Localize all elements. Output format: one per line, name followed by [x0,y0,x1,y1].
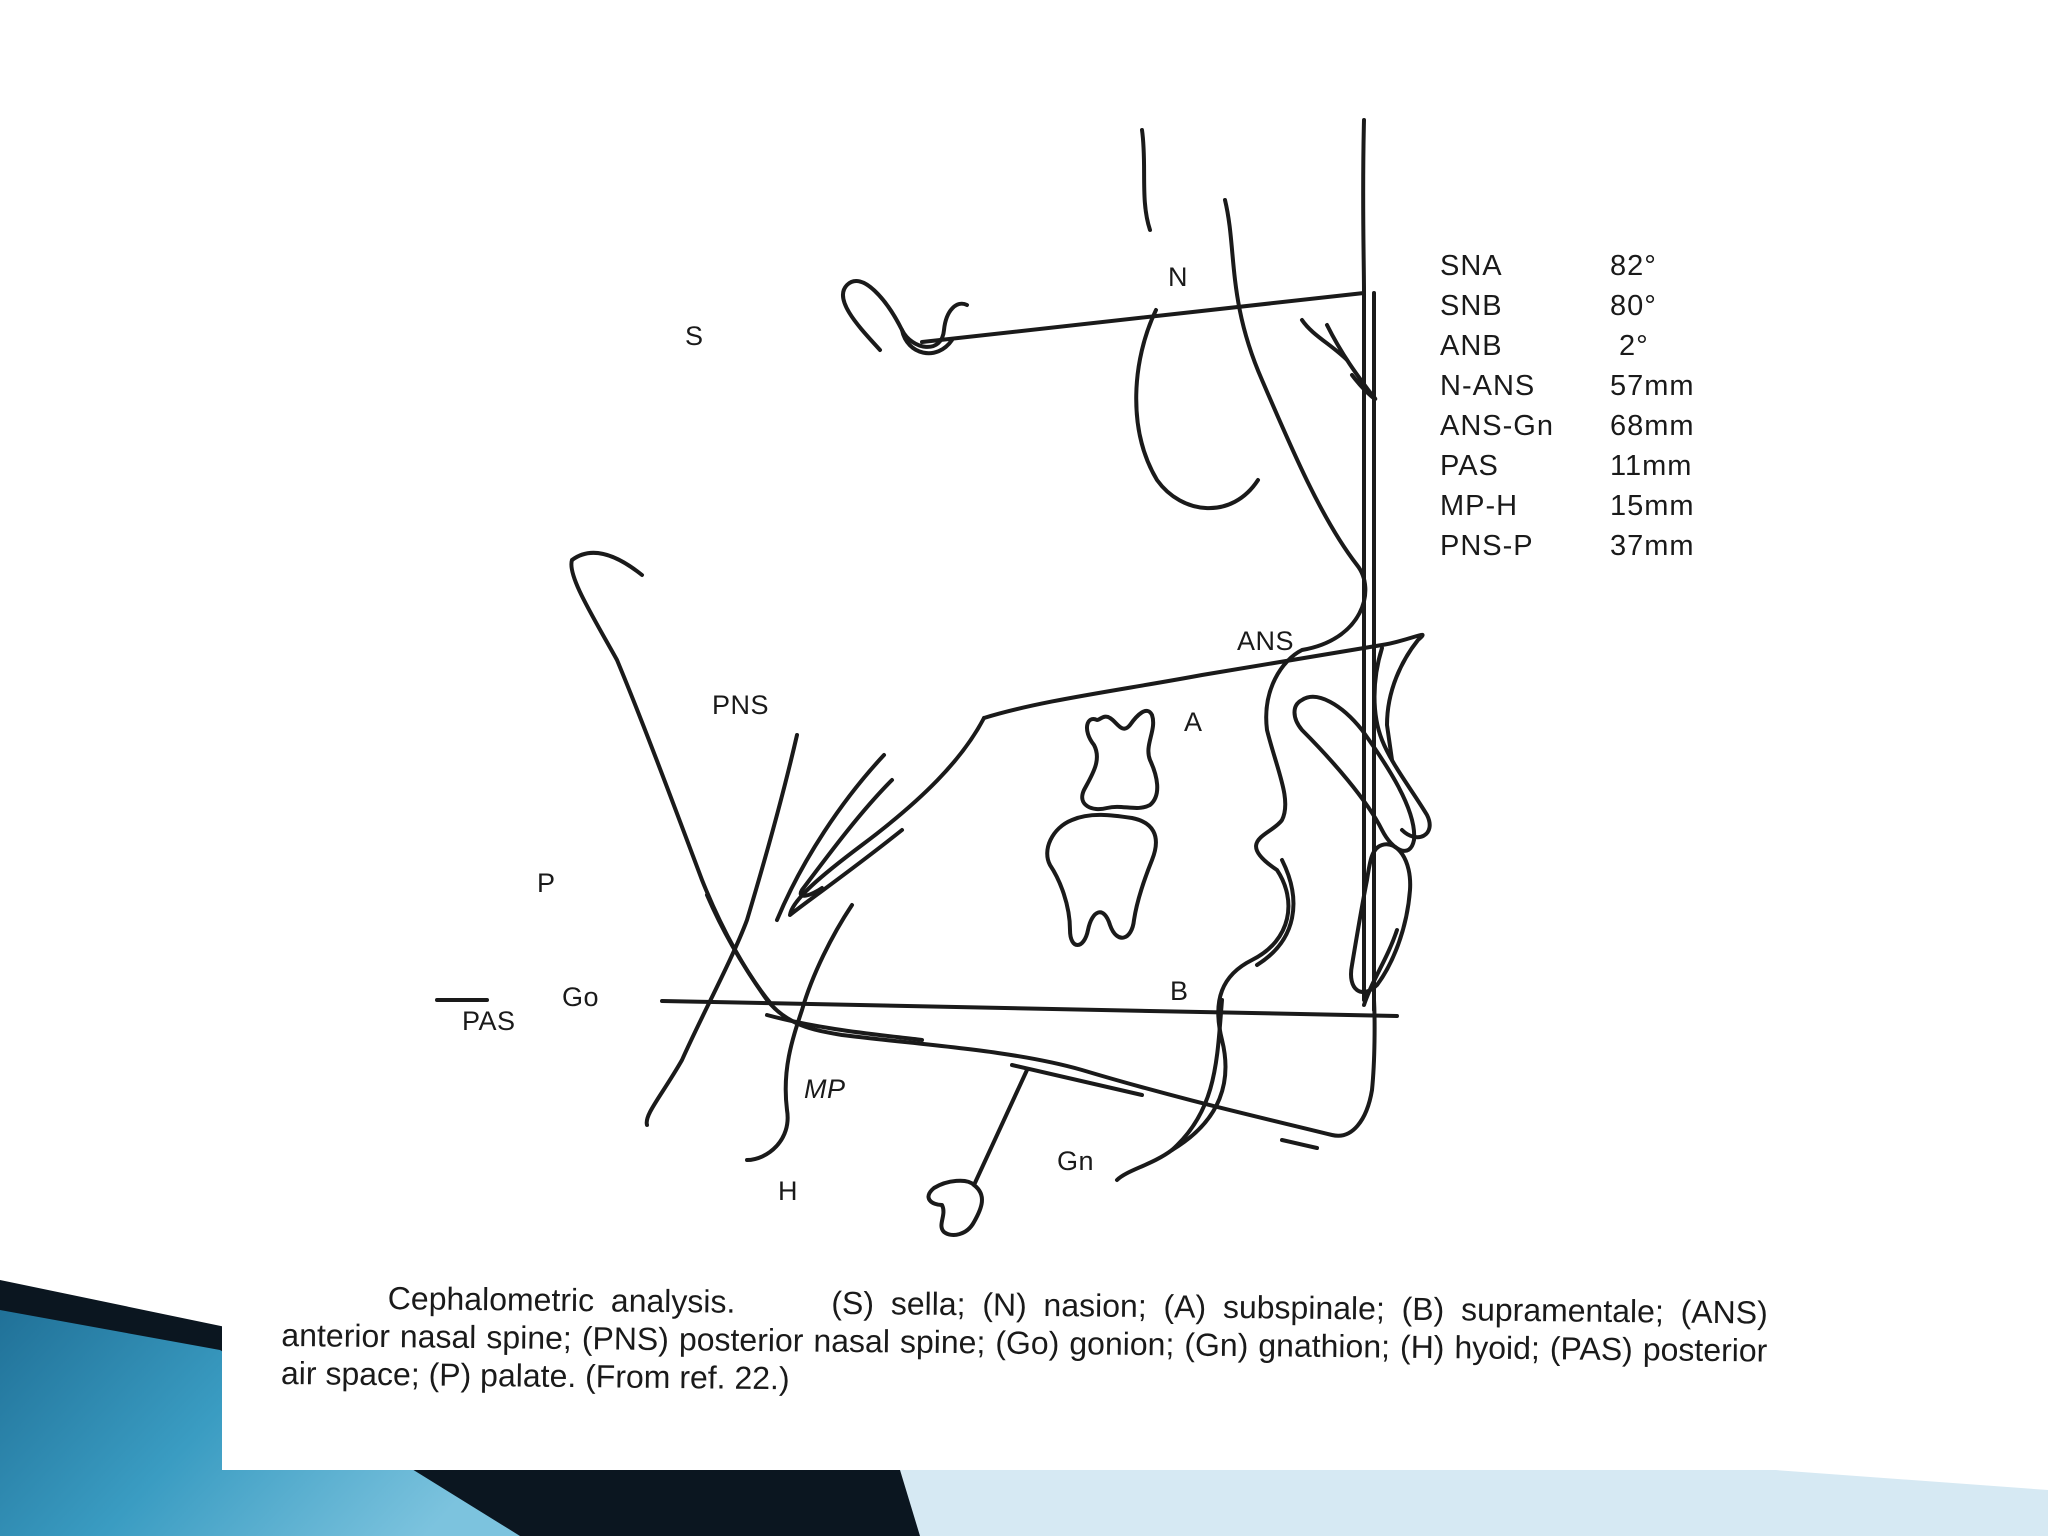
measurement-name: SNB [1440,290,1503,322]
hyoid-bone [929,1181,982,1235]
measurement-row [1440,488,1695,528]
measurement-name: ANB [1440,330,1503,362]
upper-incisor [1295,697,1415,851]
landmark-gn-label: Gn [1057,1146,1095,1176]
gn-tick [1282,1140,1317,1148]
measurement-row [1440,288,1695,328]
cephalometric-tracing [222,0,1842,1470]
caption-text: (S) sella; (N) nasion; (A) subspinale; (B) supramentale; (ANS) anterior nasal spine; (PNS) posterior nasal spine; (Go) gonion; (Gn) gnathion; (H) hyoid; (PAS) posterior air space; (P) palate. (From ref. 22.) [280,1284,1768,1397]
measurement-name: N-ANS [1440,370,1536,402]
pterygoid-line [777,755,884,920]
measurement-name: MP-H [1440,490,1519,522]
soft-palate-outer [790,718,984,915]
measurements-table [1440,248,1695,568]
landmark-ans-label: ANS [1237,626,1295,656]
orbit-outline [1136,310,1258,508]
measurement-name: PNS-P [1440,530,1534,562]
maxilla-anterior [1375,648,1430,837]
measurement-value: 82° [1610,250,1657,282]
measurement-row [1440,248,1695,288]
soft-tissue-chin-curve [1117,1000,1222,1180]
cephalometric-figure [222,0,1842,1470]
frontal-sinus-line [1302,320,1347,360]
measurement-row [1440,448,1695,488]
mp-h-line [974,1070,1027,1185]
measurement-value: 57mm [1610,370,1695,402]
nasal-bone [1327,325,1375,399]
measurement-row [1440,368,1695,408]
caption-title: Cephalometric analysis. [387,1280,736,1320]
landmark-pas-label: PAS [462,1006,516,1036]
landmark-go-label: Go [562,982,600,1012]
nasion-vertical-line [1363,120,1364,1000]
lower-alveolus [1364,930,1397,1005]
soft-tissue-forehead-curve [1142,130,1150,230]
measurement-name: ANS-Gn [1440,410,1554,442]
landmark-mp-label: MP [804,1074,846,1104]
landmark-a-label: A [1184,707,1203,737]
landmark-b-label: B [1170,976,1189,1006]
lower-molar [1047,815,1156,945]
measurement-name: SNA [1440,250,1503,282]
landmark-p-label: P [537,868,556,898]
figure-caption [281,1278,1768,1408]
measurement-value: 68mm [1610,410,1695,442]
measurement-value: 2° [1610,330,1649,362]
measurement-row [1440,328,1695,368]
measurement-value: 15mm [1610,490,1695,522]
measurement-name: PAS [1440,450,1499,482]
measurement-value: 11mm [1610,450,1693,482]
measurement-row [1440,408,1695,448]
measurement-value: 37mm [1610,530,1695,562]
measurement-row [1440,528,1695,568]
landmark-n-label: N [1168,262,1188,292]
landmark-h-label: H [778,1176,798,1206]
measurement-value: 80° [1610,290,1657,322]
palatal-plane [984,635,1423,760]
sn-line [922,293,1364,342]
upper-molar [1082,711,1157,809]
landmark-pns-label: PNS [712,690,770,720]
landmark-s-label: S [685,321,704,351]
